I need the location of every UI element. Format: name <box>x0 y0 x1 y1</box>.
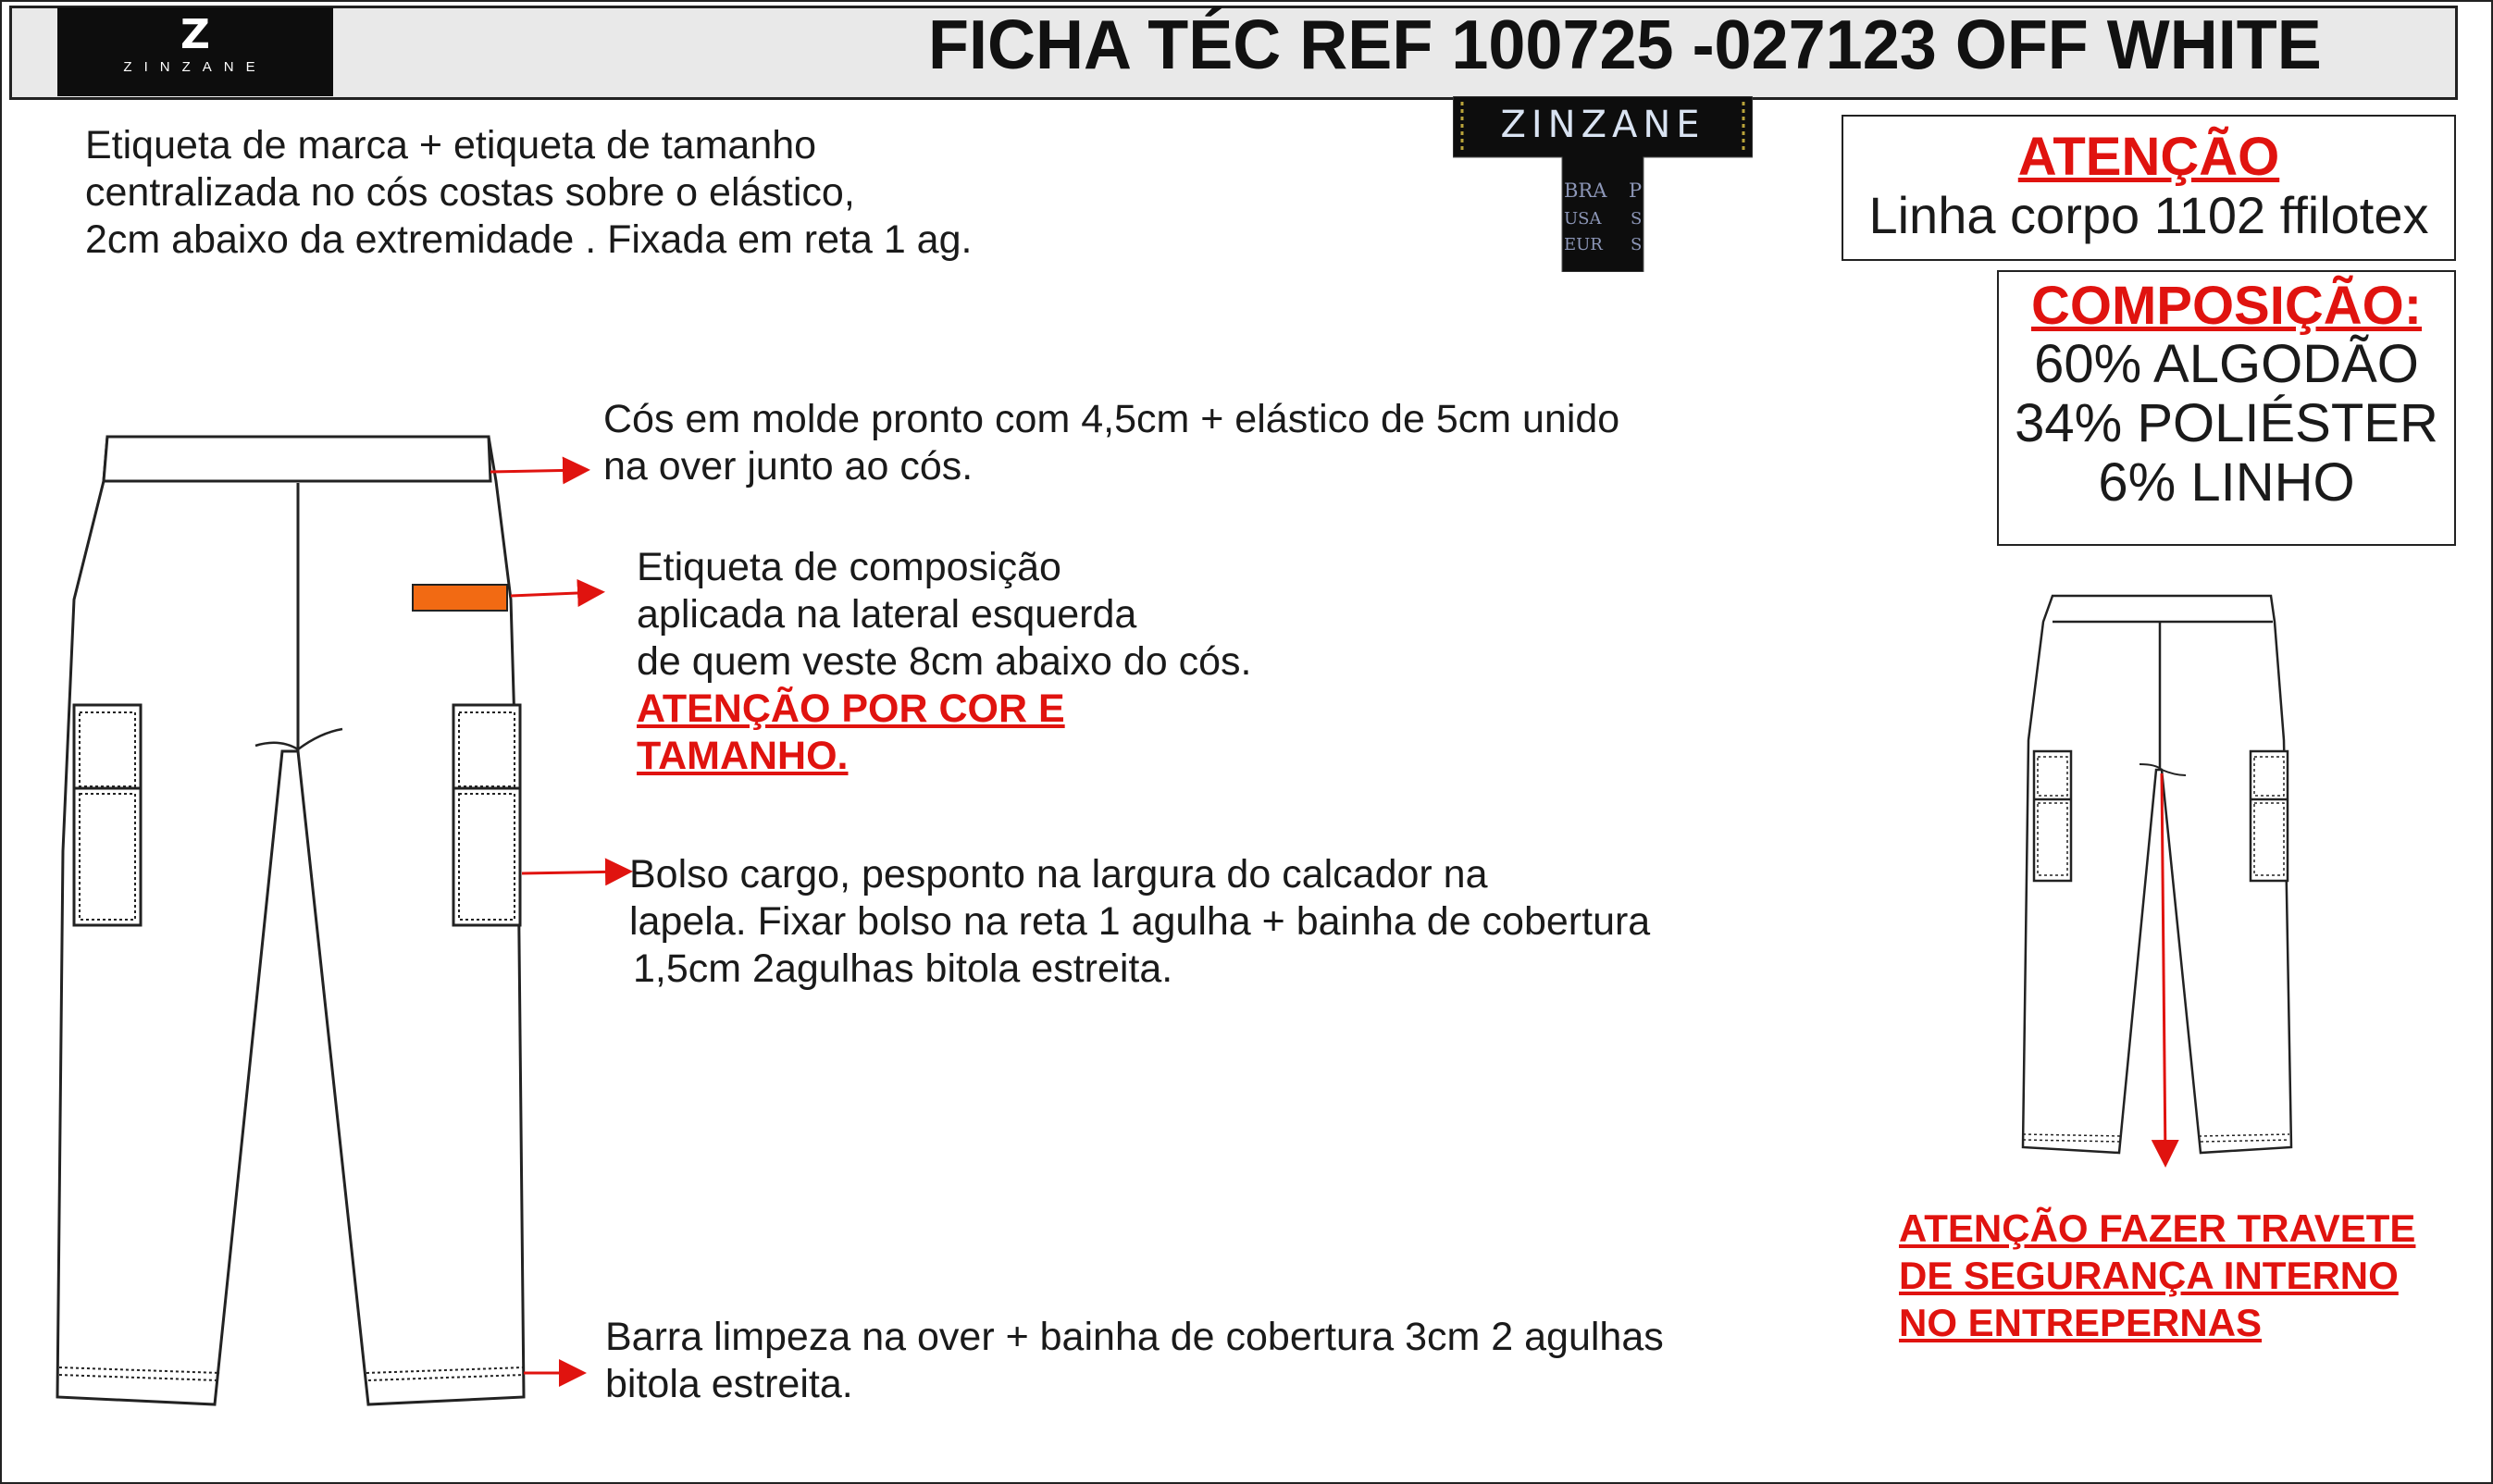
brand-mark: Z <box>180 11 210 58</box>
callout-arrows <box>490 470 2165 1373</box>
attention-heading: ATENÇÃO <box>2017 127 2280 187</box>
front-pants-drawing <box>57 437 524 1404</box>
composition-line: 34% POLIÉSTER <box>2015 393 2438 453</box>
brand-name: ZINZANE <box>123 59 267 75</box>
note-line: na over junto ao cós. <box>603 444 974 488</box>
composition-heading: COMPOSIÇÃO: <box>2030 276 2423 336</box>
note-line: Bolso cargo, pesponto na largura do calcador na <box>629 852 1488 897</box>
tag-size: S <box>1631 209 1643 229</box>
note-line: centralizada no cós costas sobre o elástico, <box>85 170 855 215</box>
composition-line: 60% ALGODÃO <box>2034 334 2419 394</box>
arrow-cargo-pocket <box>522 872 627 873</box>
composition-line: 6% LINHO <box>2098 452 2355 513</box>
attention-text: Linha corpo 1102 ffilotex <box>1868 186 2429 244</box>
bartack-warning-line: ATENÇÃO FAZER TRAVETE <box>1899 1206 2416 1250</box>
note-line: Cós em molde pronto com 4,5cm + elástico de 5cm unido <box>603 397 1620 441</box>
tag-size: S <box>1631 235 1643 254</box>
arrow-bartack <box>2162 773 2165 1162</box>
bartack-warning-line: DE SEGURANÇA INTERNO <box>1899 1254 2399 1297</box>
tag-country: BRA <box>1564 179 1607 202</box>
tag-brand-name: ZINZANE <box>1500 104 1705 146</box>
tag-country: EUR <box>1564 235 1603 254</box>
tag-country: USA <box>1564 209 1602 229</box>
composition-label-marker <box>413 585 507 611</box>
note-line: aplicada na lateral esquerda <box>637 592 1137 637</box>
note-line: 2cm abaixo da extremidade . Fixada em reta 1 ag. <box>85 217 973 262</box>
composition-warning: ATENÇÃO POR COR E <box>637 686 1065 731</box>
bartack-warning-line: NO ENTREPERNAS <box>1899 1301 2263 1344</box>
arrow-waistband <box>490 470 585 472</box>
note-line: de quem veste 8cm abaixo do cós. <box>637 639 1252 684</box>
note-line: lapela. Fixar bolso na reta 1 agulha + bainha de cobertura <box>629 899 1651 944</box>
tag-size: P <box>1629 179 1643 202</box>
note-line: Etiqueta de composição <box>637 545 1061 589</box>
note-line: Barra limpeza na over + bainha de cobertura 3cm 2 agulhas <box>605 1315 1664 1359</box>
note-line: 1,5cm 2agulhas bitola estreita. <box>633 946 1173 991</box>
composition-warning: TAMANHO. <box>637 734 849 778</box>
note-line: Etiqueta de marca + etiqueta de tamanho <box>85 123 817 167</box>
note-line: bitola estreita. <box>605 1362 853 1406</box>
arrow-composition-label <box>511 592 600 596</box>
page-title: FICHA TÉC REF 100725 -027123 OFF WHITE <box>928 6 2322 83</box>
back-pants-drawing <box>2023 596 2291 1153</box>
